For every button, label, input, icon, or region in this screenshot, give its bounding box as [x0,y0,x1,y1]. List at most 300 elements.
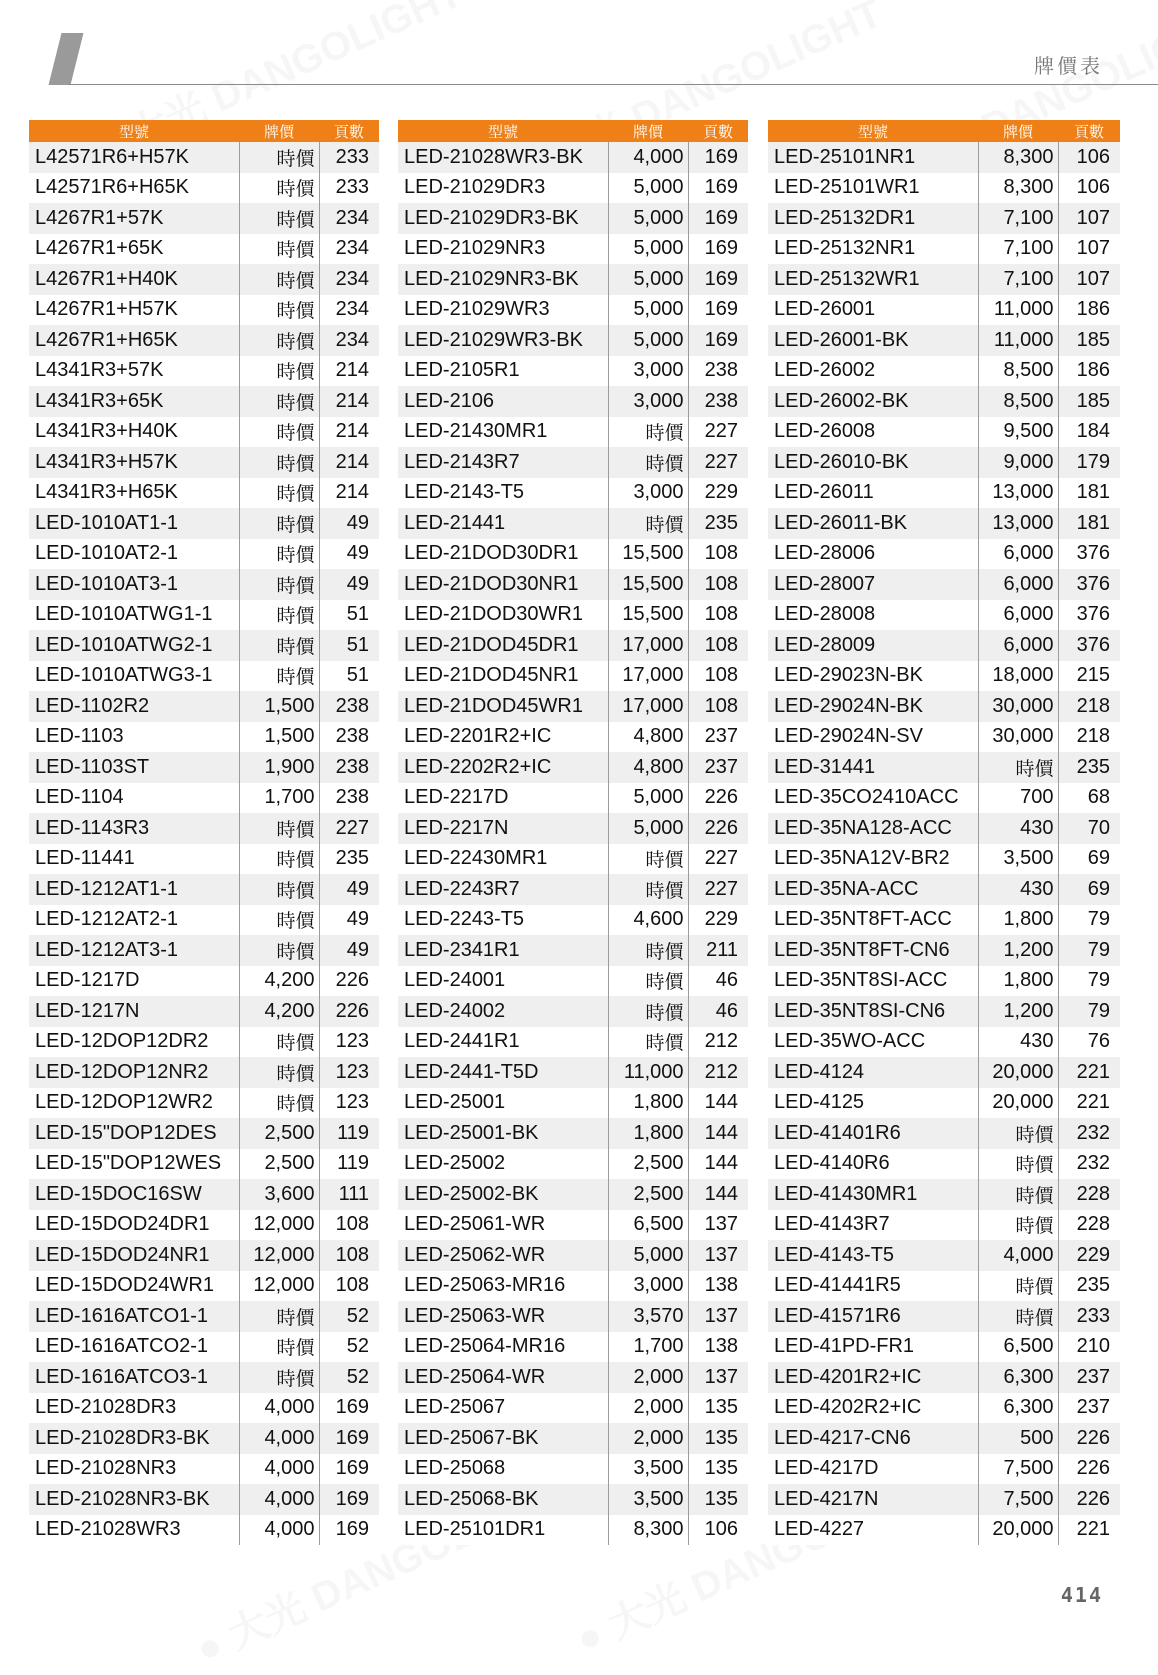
table-row [768,813,1120,844]
page-ref-cell: 211 [688,935,748,966]
table-row [398,966,748,997]
price-cell: 20,000 [978,1088,1058,1119]
table-row [768,874,1120,905]
model-cell: L4341R3+65K [29,386,239,417]
table-row [29,1393,379,1424]
page-ref-cell: 234 [319,234,379,265]
page-ref-cell: 49 [319,874,379,905]
price-cell: 時價 [978,1271,1058,1302]
table-row [29,508,379,539]
table-row [398,1301,748,1332]
table-row [768,600,1120,631]
model-cell: LED-35CO2410ACC [768,783,978,814]
page-ref-cell: 137 [688,1240,748,1271]
price-cell: 時價 [608,508,688,539]
page-ref-cell: 235 [688,508,748,539]
page-ref-cell: 238 [319,752,379,783]
page-ref-cell: 229 [688,478,748,509]
page-ref-cell: 221 [1058,1057,1120,1088]
page-ref-cell: 212 [688,1027,748,1058]
model-cell: LED-25064-WR [398,1362,608,1393]
price-cell: 20,000 [978,1057,1058,1088]
page-ref-cell: 135 [688,1484,748,1515]
price-cell: 7,100 [978,203,1058,234]
price-cell: 700 [978,783,1058,814]
table-row [398,1484,748,1515]
model-cell: LED-12DOP12DR2 [29,1027,239,1058]
model-cell: LED-1616ATCO1-1 [29,1301,239,1332]
table-row [398,752,748,783]
table-row [29,1454,379,1485]
table-row [768,630,1120,661]
price-cell: 時價 [978,752,1058,783]
price-cell: 時價 [608,966,688,997]
model-cell: LED-1103 [29,722,239,753]
price-cell: 3,570 [608,1301,688,1332]
price-cell: 3,500 [608,1454,688,1485]
model-cell: LED-22430MR1 [398,844,608,875]
model-cell: LED-26002 [768,356,978,387]
column-header-model: 型號 [768,120,978,142]
page-ref-cell: 226 [319,996,379,1027]
model-cell: LED-4217N [768,1484,978,1515]
price-cell: 時價 [239,508,319,539]
model-cell: LED-1010AT3-1 [29,569,239,600]
model-cell: L4341R3+H40K [29,417,239,448]
table-row [768,1423,1120,1454]
table-row [398,173,748,204]
table-row [29,1271,379,1302]
model-cell: LED-1103ST [29,752,239,783]
price-cell: 時價 [239,386,319,417]
model-cell: L4267R1+H57K [29,295,239,326]
page-ref-cell: 238 [319,722,379,753]
table-row [398,1027,748,1058]
price-cell: 時價 [239,417,319,448]
table-row [29,1118,379,1149]
model-cell: LED-4217-CN6 [768,1423,978,1454]
page-ref-cell: 51 [319,661,379,692]
table-row [768,1210,1120,1241]
price-cell: 15,500 [608,539,688,570]
model-cell: LED-25001-BK [398,1118,608,1149]
model-cell: LED-4227 [768,1515,978,1546]
page-ref-cell: 226 [688,813,748,844]
page-ref-cell: 238 [319,783,379,814]
table-row [29,142,379,173]
model-cell: LED-21441 [398,508,608,539]
model-cell: LED-21028NR3-BK [29,1484,239,1515]
table-row [768,935,1120,966]
page-ref-cell: 49 [319,569,379,600]
table-row [768,1088,1120,1119]
model-cell: L4267R1+57K [29,203,239,234]
model-cell: LED-41PD-FR1 [768,1332,978,1363]
model-cell: LED-25064-MR16 [398,1332,608,1363]
page-ref-cell: 51 [319,600,379,631]
page-ref-cell: 184 [1058,417,1120,448]
price-cell: 7,100 [978,234,1058,265]
table-row [398,1240,748,1271]
price-cell: 6,300 [978,1362,1058,1393]
model-cell: LED-25068-BK [398,1484,608,1515]
model-cell: LED-4143-T5 [768,1240,978,1271]
page-ref-cell: 237 [1058,1393,1120,1424]
model-cell: L4341R3+H65K [29,478,239,509]
price-cell: 6,000 [978,569,1058,600]
price-cell: 4,000 [608,142,688,173]
model-cell: LED-1212AT3-1 [29,935,239,966]
model-cell: L4267R1+H40K [29,264,239,295]
price-cell: 30,000 [978,691,1058,722]
page-ref-cell: 214 [319,386,379,417]
price-cell: 時價 [239,1332,319,1363]
price-cell: 4,800 [608,752,688,783]
page-ref-cell: 227 [319,813,379,844]
model-cell: LED-29024N-BK [768,691,978,722]
model-cell: LED-29024N-SV [768,722,978,753]
page-ref-cell: 169 [319,1454,379,1485]
model-cell: LED-1143R3 [29,813,239,844]
table-row [768,1332,1120,1363]
page-ref-cell: 233 [319,173,379,204]
table-row [398,569,748,600]
price-cell: 5,000 [608,264,688,295]
price-cell: 7,500 [978,1454,1058,1485]
table-row [398,234,748,265]
price-cell: 15,500 [608,600,688,631]
page-ref-cell: 169 [319,1393,379,1424]
price-table-3 [768,120,1120,1545]
model-cell: LED-1102R2 [29,691,239,722]
page-ref-cell: 186 [1058,356,1120,387]
table-row [768,203,1120,234]
page-ref-cell: 214 [319,478,379,509]
model-cell: LED-2201R2+IC [398,722,608,753]
section-title: 牌價表 [1034,54,1103,78]
price-cell: 時價 [239,264,319,295]
table-row [29,722,379,753]
table-row [768,356,1120,387]
price-cell: 時價 [239,173,319,204]
model-cell: LED-2441R1 [398,1027,608,1058]
page-ref-cell: 144 [688,1149,748,1180]
page-ref-cell: 235 [319,844,379,875]
page-ref-cell: 107 [1058,203,1120,234]
table-row [29,1301,379,1332]
table-row [29,569,379,600]
model-cell: LED-26002-BK [768,386,978,417]
table-body [398,142,748,1545]
table-row [768,1484,1120,1515]
table-row [398,203,748,234]
table-row [768,1515,1120,1546]
price-cell: 1,800 [608,1118,688,1149]
table-row [398,386,748,417]
model-cell: LED-21DOD45DR1 [398,630,608,661]
table-row [768,1393,1120,1424]
price-cell: 17,000 [608,691,688,722]
model-cell: LED-25068 [398,1454,608,1485]
page-ref-cell: 106 [1058,142,1120,173]
page-ref-cell: 221 [1058,1515,1120,1546]
model-cell: LED-1010ATWG3-1 [29,661,239,692]
table-row [398,1271,748,1302]
table-row [398,630,748,661]
table-row [768,722,1120,753]
table-row [29,783,379,814]
price-cell: 3,500 [978,844,1058,875]
table-row [29,1515,379,1546]
page-ref-cell: 69 [1058,844,1120,875]
table-row [398,295,748,326]
model-cell: LED-15"DOP12DES [29,1118,239,1149]
table-row [29,600,379,631]
table-row [29,1210,379,1241]
price-cell: 1,900 [239,752,319,783]
model-cell: L4341R3+H57K [29,447,239,478]
table-row [768,264,1120,295]
model-cell: LED-21028DR3-BK [29,1423,239,1454]
page-ref-cell: 169 [688,295,748,326]
table-row [29,203,379,234]
model-cell: LED-28007 [768,569,978,600]
table-row [29,447,379,478]
page-ref-cell: 227 [688,447,748,478]
page-ref-cell: 376 [1058,539,1120,570]
model-cell: LED-25002-BK [398,1179,608,1210]
price-cell: 2,000 [608,1423,688,1454]
table-row [768,783,1120,814]
model-cell: LED-1217D [29,966,239,997]
price-table-1 [29,120,379,1545]
table-row [29,844,379,875]
page-ref-cell: 51 [319,630,379,661]
table-header-row [768,120,1120,142]
model-cell: L42571R6+H57K [29,142,239,173]
page-ref-cell: 234 [319,325,379,356]
page-ref-cell: 144 [688,1118,748,1149]
price-cell: 6,000 [978,630,1058,661]
model-cell: LED-26010-BK [768,447,978,478]
model-cell: LED-21DOD30DR1 [398,539,608,570]
model-cell: L4267R1+H65K [29,325,239,356]
price-cell: 3,500 [608,1484,688,1515]
page-ref-cell: 185 [1058,325,1120,356]
model-cell: LED-1616ATCO2-1 [29,1332,239,1363]
model-cell: LED-21028DR3 [29,1393,239,1424]
page-ref-cell: 229 [688,905,748,936]
table-row [398,478,748,509]
price-cell: 時價 [239,295,319,326]
price-cell: 1,800 [608,1088,688,1119]
model-cell: LED-15DOD24NR1 [29,1240,239,1271]
price-cell: 5,000 [608,783,688,814]
page-ref-cell: 119 [319,1118,379,1149]
price-cell: 6,000 [978,600,1058,631]
price-cell: 6,000 [978,539,1058,570]
table-row [398,783,748,814]
table-row [398,1088,748,1119]
page-ref-cell: 123 [319,1088,379,1119]
table-row [398,142,748,173]
price-cell: 430 [978,1027,1058,1058]
table-row [398,1393,748,1424]
price-cell: 時價 [239,1088,319,1119]
page-ref-cell: 229 [1058,1240,1120,1271]
model-cell: LED-25001 [398,1088,608,1119]
model-cell: LED-35NT8SI-CN6 [768,996,978,1027]
page-ref-cell: 49 [319,935,379,966]
price-cell: 3,000 [608,356,688,387]
table-row [29,1423,379,1454]
price-cell: 4,800 [608,722,688,753]
table-row [768,1179,1120,1210]
table-row [29,1362,379,1393]
table-row [768,996,1120,1027]
page-ref-cell: 107 [1058,234,1120,265]
model-cell: L42571R6+H65K [29,173,239,204]
page-ref-cell: 108 [688,600,748,631]
table-row [398,1210,748,1241]
page-ref-cell: 227 [688,874,748,905]
price-cell: 時價 [239,905,319,936]
price-cell: 時價 [978,1118,1058,1149]
model-cell: L4267R1+65K [29,234,239,265]
page-ref-cell: 106 [1058,173,1120,204]
table-row [398,600,748,631]
price-cell: 4,000 [239,1393,319,1424]
column-header-model: 型號 [29,120,239,142]
table-row [768,417,1120,448]
model-cell: LED-1212AT2-1 [29,905,239,936]
table-row [29,478,379,509]
table-row [29,630,379,661]
price-cell: 時價 [239,203,319,234]
price-cell: 1,500 [239,722,319,753]
page-ref-cell: 212 [688,1057,748,1088]
page-ref-cell: 169 [319,1423,379,1454]
table-row [29,661,379,692]
model-cell: LED-35NA12V-BR2 [768,844,978,875]
price-cell: 時價 [239,325,319,356]
page-ref-cell: 238 [688,356,748,387]
price-cell: 8,300 [978,142,1058,173]
page-ref-cell: 52 [319,1362,379,1393]
price-cell: 4,000 [239,1515,319,1546]
table-row [398,417,748,448]
price-cell: 11,000 [978,295,1058,326]
model-cell: LED-2143R7 [398,447,608,478]
price-cell: 1,500 [239,691,319,722]
price-cell: 時價 [608,1027,688,1058]
page-ref-cell: 137 [688,1362,748,1393]
page-ref-cell: 68 [1058,783,1120,814]
price-cell: 5,000 [608,234,688,265]
price-cell: 時價 [978,1149,1058,1180]
table-row [29,386,379,417]
page-ref-cell: 144 [688,1088,748,1119]
page-ref-cell: 108 [688,661,748,692]
page-ref-cell: 218 [1058,691,1120,722]
page-ref-cell: 69 [1058,874,1120,905]
page-ref-cell: 119 [319,1149,379,1180]
page-ref-cell: 185 [1058,386,1120,417]
table-row [768,966,1120,997]
page-ref-cell: 108 [319,1240,379,1271]
column-header-page: 頁數 [688,120,748,142]
model-cell: LED-25062-WR [398,1240,608,1271]
model-cell: LED-26001 [768,295,978,326]
table-row [768,1149,1120,1180]
price-cell: 時價 [239,569,319,600]
model-cell: LED-25067 [398,1393,608,1424]
column-header-model: 型號 [398,120,608,142]
price-cell: 時價 [239,356,319,387]
page-ref-cell: 226 [319,966,379,997]
page-ref-cell: 169 [688,173,748,204]
price-cell: 6,300 [978,1393,1058,1424]
price-cell: 5,000 [608,295,688,326]
page-ref-cell: 186 [1058,295,1120,326]
table-row [768,295,1120,326]
model-cell: LED-41441R5 [768,1271,978,1302]
price-cell: 8,500 [978,386,1058,417]
table-row [29,1332,379,1363]
price-cell: 12,000 [239,1271,319,1302]
model-cell: LED-15"DOP12WES [29,1149,239,1180]
page-ref-cell: 107 [1058,264,1120,295]
price-cell: 時價 [239,447,319,478]
price-cell: 13,000 [978,508,1058,539]
table-row [768,142,1120,173]
model-cell: LED-28009 [768,630,978,661]
price-table-2 [398,120,748,1545]
price-cell: 6,500 [608,1210,688,1241]
table-row [768,386,1120,417]
model-cell: LED-28006 [768,539,978,570]
page-ref-cell: 228 [1058,1210,1120,1241]
price-cell: 時價 [608,844,688,875]
price-cell: 2,500 [608,1149,688,1180]
page-ref-cell: 169 [688,203,748,234]
table-row [398,508,748,539]
model-cell: LED-41430MR1 [768,1179,978,1210]
price-cell: 5,000 [608,173,688,204]
price-cell: 20,000 [978,1515,1058,1546]
model-cell: LED-35NT8SI-ACC [768,966,978,997]
model-cell: LED-24002 [398,996,608,1027]
model-cell: LED-15DOD24WR1 [29,1271,239,1302]
table-row [768,1057,1120,1088]
page-ref-cell: 46 [688,996,748,1027]
model-cell: LED-25063-WR [398,1301,608,1332]
price-cell: 時價 [239,1057,319,1088]
model-cell: LED-4125 [768,1088,978,1119]
table-row [398,691,748,722]
table-row [398,661,748,692]
model-cell: LED-21029DR3-BK [398,203,608,234]
table-row [29,325,379,356]
price-cell: 9,000 [978,447,1058,478]
page-number: 414 [1060,1583,1103,1607]
header-slash-decoration [49,33,84,85]
model-cell: LED-21430MR1 [398,417,608,448]
model-cell: LED-41571R6 [768,1301,978,1332]
price-cell: 430 [978,813,1058,844]
model-cell: LED-2143-T5 [398,478,608,509]
price-cell: 4,600 [608,905,688,936]
